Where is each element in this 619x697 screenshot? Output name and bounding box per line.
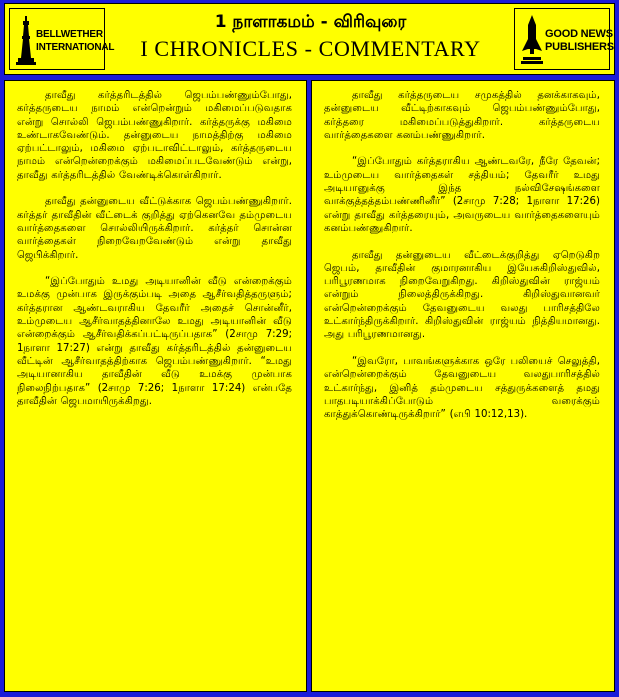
- right-column: [311, 80, 615, 692]
- logo-left-line1: BELLWETHER: [36, 29, 103, 40]
- tower-icon: [16, 16, 36, 66]
- header-banner: [4, 3, 615, 75]
- logo-right-line2: PUBLISHERS: [545, 41, 614, 53]
- title-tamil: 1 நாளாகமம் - விரிவுரை: [214, 12, 407, 32]
- good-news-logo: [514, 8, 614, 70]
- paragraph: “இப்போதும் உமது அடியானின் வீடு என்றைக்கும் உமக்கு முன்பாக இருக்கும்படி அதை ஆசீர்வதித்தருளும்; கர்த்தரான ஆண்டவராகிய தேவரீர் அதைச் சொன்னீர், உம்முடைய ஆசீர்வாதத்தினாலே உமது அடியானின் வீடு என்றைக்கும் ஆசீர்வதிக்கப்பட்டிருப்பதாக” (2சாமு 7:29; 1நாளா 17:27) என்று தாவீது கர்த்தரிடத்தில் தன்னுடைய வீட்டின் ஆசீர்வாதத்திற்காக ஜெபம்பண்ணுகிறார். “உமது அடியானாகிய தாவீதின் வீடு உமக்கு முன்பாக நிலைநிற்பதாக” (2சாமு 7:26; 1நாளா 17:24) என்பதே தாவீதின் ஜெபமாயிருக்கிறது.: [17, 276, 292, 407]
- bellwether-logo-text: [36, 28, 114, 54]
- title-block: [115, 10, 506, 64]
- bellwether-logo: [9, 8, 115, 70]
- paragraph: தாவீது தன்னுடைய வீட்டைக்குறித்து ஏறெடுகிற ஜெபம், தாவீதின் குமாரனாகிய இயேசுகிறிஸ்துவில், பரிபூரணமாக நிறைவேறுகிறது. கிறிஸ்துவின் ராஜ்யம் என்றும் நிலைத்திருக்கிறது. கிறிஸ்துவானவர் என்றென்றைக்கும் தேவனுடைய வலது பாரிசத்திலே உட்கார்ந்திருக்கிறார். கிறிஸ்துவின் ராஜ்யம் நித்தியமானது. அது பரிபூரணமானது.: [324, 249, 600, 341]
- paragraph: “இப்போதும் கர்த்தராகிய ஆண்டவரே, நீரே தேவன்; உம்முடைய வார்த்தைகள் சத்தியம்; தேவரீர் உமது அடியானுக்கு இந்த நல்விசேஷங்களை வாக்குத்தத்தம்பண்ணினீர்” (2சாமு 7:28; 1நாளா 17:26) என்று தாவீது கர்த்தரையும், அவருடைய வார்த்தைகளையும் கனம்பண்ணுகிறார்.: [324, 156, 600, 234]
- left-column: [4, 80, 307, 692]
- paragraph: தாவீது கர்த்தரிடத்தில் ஜெபம்பண்ணும்போது, கர்த்தருடைய நாமம் என்றென்றும் மகிமைப்படுவதாக என்று சொல்லி ஜெபம்பண்ணுகிறார். கர்த்தருக்கு மகிமை உண்டாகவேண்டும். தன்னுடைய நாமத்திற்கு மகிமை ஏற்பட்டாலும், மகிமை ஏற்படாவிட்டாலும், கர்த்தருடைய நாமம் என்றென்றைக்கும் மகிமைப்படவேண்டும் என்று, தாவீது கர்த்தரிடத்தில் வேண்டிக்கொள்கிறார்.: [17, 90, 292, 181]
- rocket-icon: [521, 15, 543, 65]
- title-english: I CHRONICLES - COMMENTARY: [140, 36, 481, 61]
- logo-right-line1: GOOD NEWS: [545, 28, 613, 40]
- logo-left-line2: INTERNATIONAL: [36, 42, 115, 53]
- paragraph: தாவீது தன்னுடைய வீட்டுக்காக ஜெபம்பண்ணுகிறார். கர்த்தர் தாவீதின் வீட்டைக் குறித்து ஏற்கெனவே தம்முடைய வார்த்தைகளை சொல்லியிருக்கிறார். கர்த்தர் சொன்ன வார்த்தைகள் நிறைவேறவேண்டும் என்று தாவீது ஜெபிக்கிறார்.: [17, 196, 292, 261]
- good-news-logo-text: [545, 28, 614, 54]
- paragraph: தாவீது கர்த்தருடைய சமுகத்தில் தனக்காகவும், தன்னுடைய வீட்டிற்காகவும் ஜெபம்பண்ணும்போது, கர்த்தரை மகிமைப்படுத்துகிறார். கர்த்தருடைய வார்த்தைகளை கனம்பண்ணுகிறார்.: [324, 90, 600, 141]
- paragraph: “இவரோ, பாவங்களுக்காக ஒரே பலியைச் செலுத்தி, என்றென்றைக்கும் தேவனுடைய வலதுபாரிசத்தில் உட்கார்ந்து, இனித் தம்முடைய சத்துருக்களைத் தமது பாதபடியாக்கிப்போடும் வரைக்கும் காத்துக்கொண்டிருக்கிறார்” (எபி 10:12,13).: [324, 355, 600, 421]
